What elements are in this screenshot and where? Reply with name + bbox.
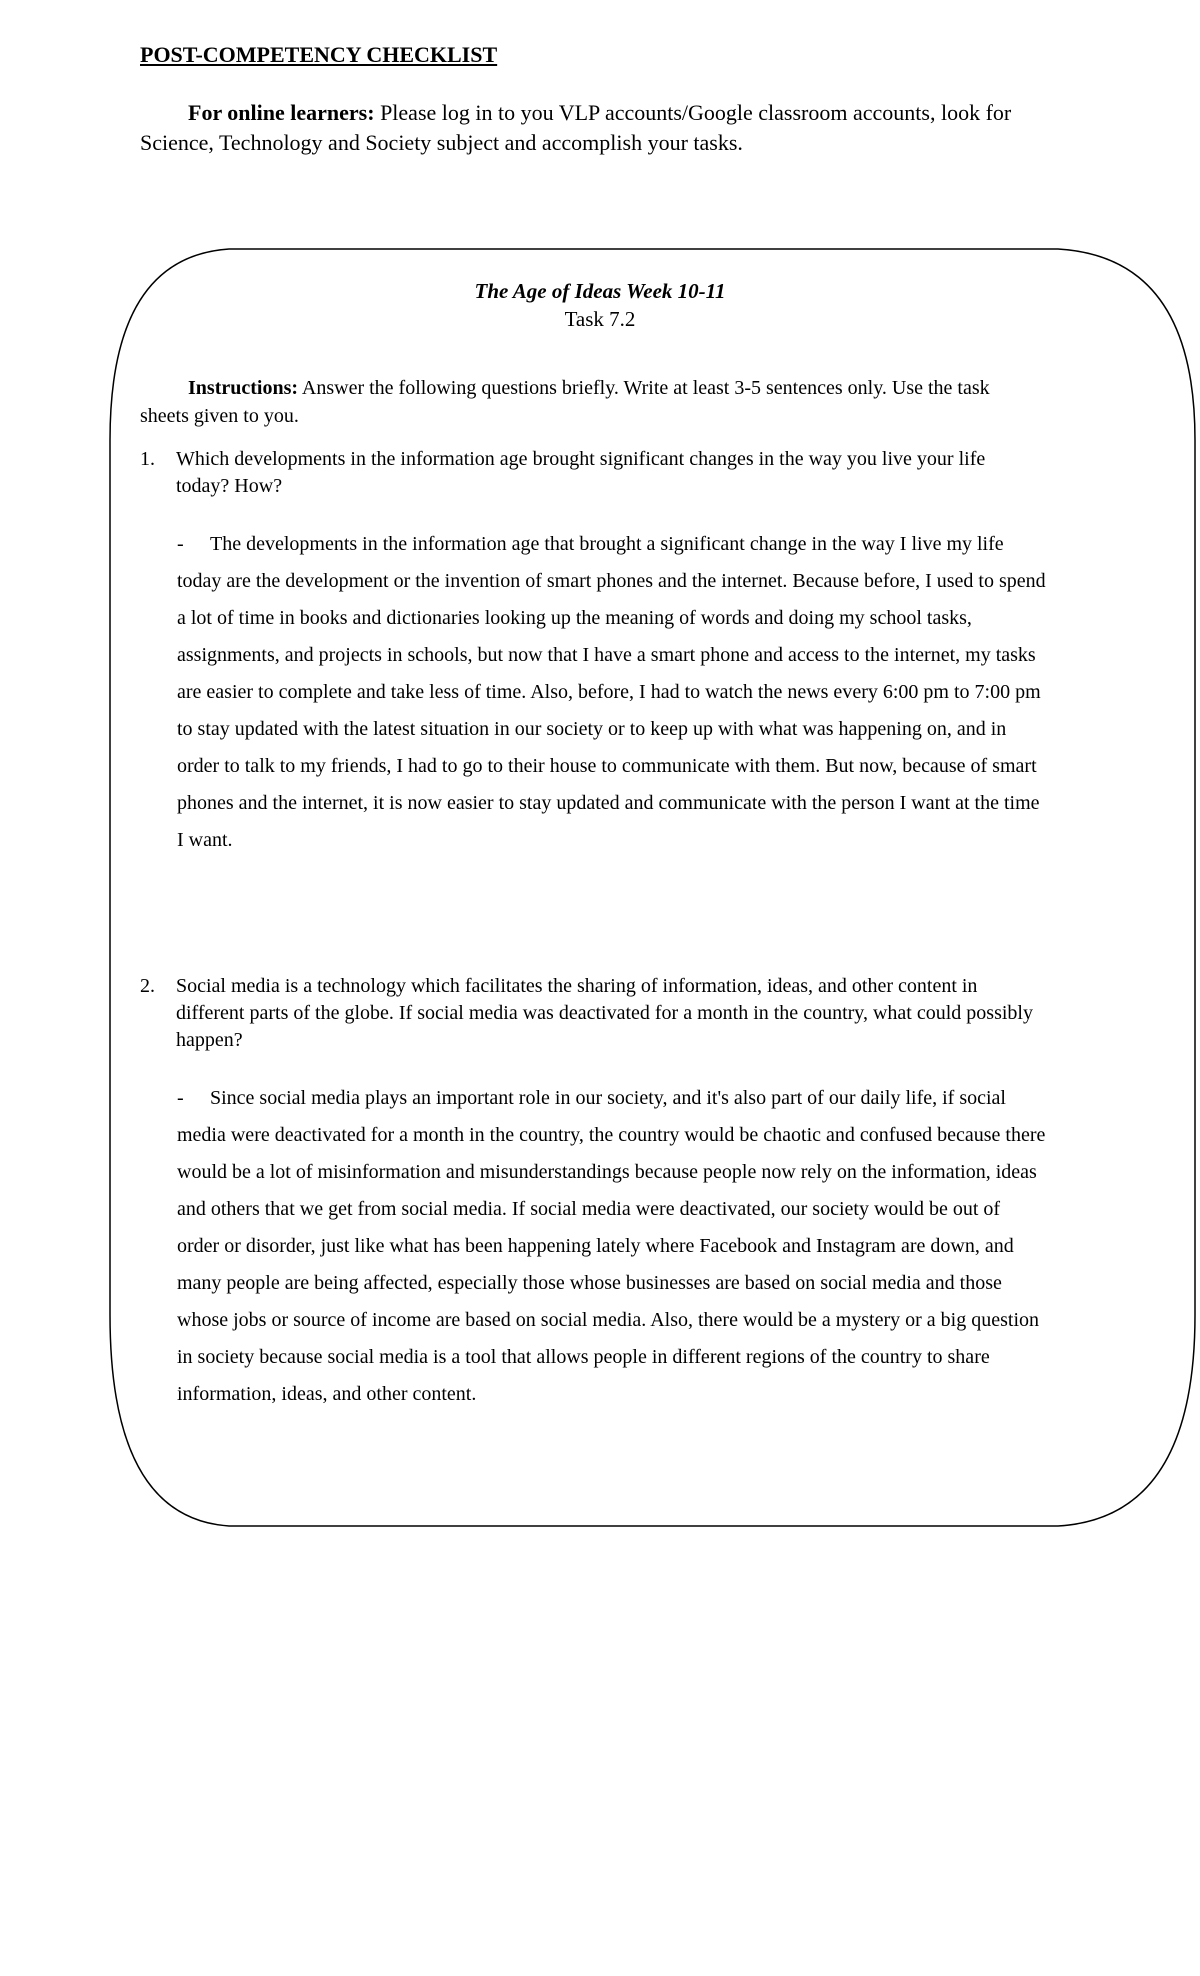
instructions — [140, 374, 1035, 430]
task-title: The Age of Ideas Week 10-11 — [474, 279, 726, 303]
answer-text: The developments in the information age that brought a significant change in the way I live my life today are the development or the invention of smart phones and the internet. Because before, I used to spend a lot of time in books and dictionaries looking up the meaning of words and doing my school tasks, assignments, and projects in schools, but now that I have a smart phone and access to the internet, my tasks are easier to complete and take less of time. Also, before, I had to watch the news every 6:00 pm to 7:00 pm to stay updated with the latest situation in our society or to keep up with what was happening on, and in order to talk to my friends, I had to go to their house to communicate with them. But now, because of smart phones and the internet, it is now easier to stay updated and communicate with the person I want at the time I want. — [177, 533, 1046, 851]
question-1 — [140, 446, 1035, 500]
online-learners-text: Please log in to you VLP accounts/Google classroom accounts, look for Science, Technology and Society subject and accomplish your tasks. — [140, 100, 1012, 155]
question-number: 1. — [140, 448, 155, 470]
question-2 — [140, 973, 1035, 1054]
instructions-label: Instructions: — [188, 377, 299, 399]
question-number: 2. — [140, 975, 155, 997]
instructions-text: Answer the following questions briefly. Write at least 3-5 sentences only. Use the task sheets given to you. — [140, 377, 990, 427]
online-learners-note — [140, 98, 1020, 158]
question-text: Social media is a technology which facilitates the sharing of information, ideas, and other content in different parts of the globe. If social media was deactivated for a month in the country, what could possibly happen? — [176, 975, 1033, 1051]
question-text: Which developments in the information age brought significant changes in the way you live your life today? How? — [176, 448, 986, 497]
task-number: Task 7.2 — [564, 307, 636, 331]
page-title: POST-COMPETENCY CHECKLIST — [140, 42, 498, 67]
online-learners-label: For online learners: — [188, 100, 375, 125]
answer-1 — [177, 526, 1047, 859]
answer-marker: - — [177, 533, 184, 555]
answer-text: Since social media plays an important role in our society, and it's also part of our daily life, if social media were deactivated for a month in the country, the country would be chaotic and confused because there would be a lot of misinformation and misunderstandings because people now rely on the information, ideas and others that we get from social media. If social media were deactivated, our society would be out of order or disorder, just like what has been happening lately where Facebook and Instagram are down, and many people are being affected, especially those whose businesses are based on social media and those whose jobs or source of income are based on social media. Also, there would be a mystery or a big question in society because social media is a tool that allows people in different regions of the country to share information, ideas, and other content. — [177, 1087, 1046, 1405]
answer-2 — [177, 1080, 1047, 1413]
answer-marker: - — [177, 1087, 184, 1109]
